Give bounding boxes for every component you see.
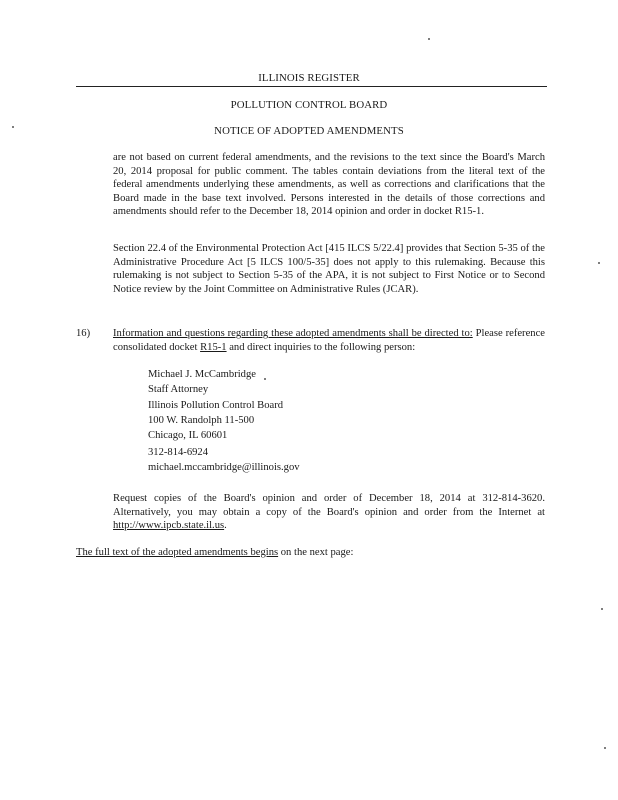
- item-16-paragraph: [113, 327, 545, 354]
- next-page-note: [76, 546, 353, 560]
- contact-address-block: [148, 367, 283, 443]
- contact-phone-email-block: [148, 445, 300, 476]
- contact-organization: Illinois Pollution Control Board: [148, 399, 284, 411]
- continued-paragraph: are not based on current federal amendments, and the revisions to the text since the Board's March 20, 2014 proposal for public comment. The tables contain deviations from the literal text of the federal amendments underlying these amendments, as well as corrections and clarifications that the Board made in the base text involved. Persons interested in the details of those corrections and amendments should refer to the December 18, 2014 opinion and order in docket R15-1.: [113, 152, 545, 218]
- contact-name: Michael J. McCambridge: [148, 369, 256, 380]
- scan-speck: [601, 608, 603, 610]
- next-page-note-underlined: The full text of the adopted amendments begins: [76, 547, 279, 558]
- contact-title: Staff Attorney: [148, 384, 209, 396]
- contact-phone: 312-814-6924: [148, 447, 209, 458]
- scan-speck: [428, 38, 430, 40]
- notice-title: NOTICE OF ADOPTED AMENDMENTS: [214, 125, 404, 137]
- contact-city: Chicago, IL 60601: [148, 430, 228, 442]
- contact-street: 100 W. Randolph 11-500: [148, 414, 255, 426]
- header-rule: [76, 86, 547, 87]
- next-page-note-rest: on the next page:: [278, 547, 354, 558]
- item-16-instruction-after: and direct inquiries to the following person:: [226, 341, 416, 353]
- scan-speck: [12, 126, 14, 128]
- item-16-heading: Information and questions regarding these adopted amendments shall be directed to:: [113, 328, 473, 339]
- scan-speck: [264, 378, 266, 380]
- copies-period: .: [224, 520, 227, 532]
- ipcb-url-link[interactable]: http://www.ipcb.state.il.us: [113, 520, 225, 532]
- contact-email[interactable]: michael.mccambridge@illinois.gov: [148, 462, 300, 474]
- section-22-4-paragraph: Section 22.4 of the Environmental Protection Act [415 ILCS 5/22.4] provides that Section 5-35 of the Administrative Procedure Act [5 ILCS 100/5-35] does not apply to this rulemaking. Because this rulemaking is not subject to Section 5-35 of the APA, it is not subject to First Notice or to Second Notice review by the Joint Committee on Administrative Rules (JCAR).: [113, 243, 545, 295]
- docket-link[interactable]: R15-1: [200, 341, 227, 353]
- register-title: ILLINOIS REGISTER: [258, 72, 360, 84]
- copies-text: Request copies of the Board's opinion and order of December 18, 2014 at 312-814-3620. Alternatively, you may obtain a copy of the Board's opinion and order from the Internet at: [113, 493, 545, 518]
- scan-speck: [598, 262, 600, 264]
- agency-name: POLLUTION CONTROL BOARD: [230, 99, 388, 111]
- item-number: 16): [76, 328, 91, 339]
- scan-speck: [604, 747, 606, 749]
- item-16-instruction-before: Please reference consolidated docket: [113, 328, 545, 353]
- copies-paragraph: [113, 492, 545, 533]
